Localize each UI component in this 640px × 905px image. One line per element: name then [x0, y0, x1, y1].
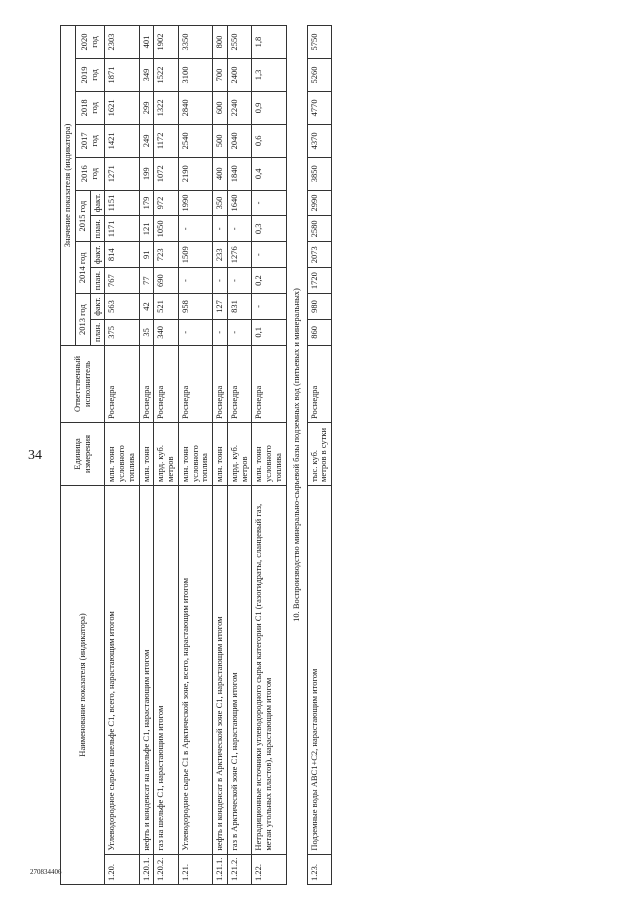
row-value: 1871	[105, 58, 139, 91]
row-value: 814	[105, 242, 139, 268]
row-value: -	[252, 190, 286, 216]
row-value: 91	[139, 242, 154, 268]
row-value: -	[252, 294, 286, 320]
header-fact: факт.	[90, 190, 105, 216]
header-2015: 2015 год	[75, 190, 90, 242]
row-value: 1276	[227, 242, 252, 268]
header-2020: 2020 год	[75, 26, 105, 59]
row-value: 500	[213, 124, 228, 157]
row-name: Углеводородное сырье С1 в Арктической зоне, всего, нарастающим итогом	[178, 485, 212, 854]
row-value: 349	[139, 58, 154, 91]
header-plan: план.	[90, 216, 105, 242]
row-value: 2550	[227, 26, 252, 59]
row-value: 521	[154, 294, 179, 320]
header-2013: 2013 год	[75, 294, 90, 346]
row-value: 1271	[105, 157, 139, 190]
row-value: -	[252, 242, 286, 268]
row-value: 2190	[178, 157, 212, 190]
row-value: 299	[139, 91, 154, 124]
row-code: 1.21.2.	[227, 854, 252, 884]
row-responsible: Роснедра	[154, 345, 179, 422]
row-value: 1990	[178, 190, 212, 216]
row-unit: млн. тонн условного топлива	[252, 422, 286, 485]
row-responsible: Роснедра	[178, 345, 212, 422]
row-value: 3350	[178, 26, 212, 59]
table-container	[60, 25, 332, 885]
row-value: 1720	[307, 267, 332, 293]
header-2016: 2016 год	[75, 157, 105, 190]
row-value: 3850	[307, 157, 332, 190]
row-value: 723	[154, 242, 179, 268]
row-responsible: Роснедра	[227, 345, 252, 422]
row-unit: млн. тонн условного топлива	[105, 422, 139, 485]
table-row	[307, 26, 332, 885]
row-value: 2840	[178, 91, 212, 124]
header-plan: план.	[90, 319, 105, 345]
header-fact: факт.	[90, 294, 105, 320]
row-value: -	[213, 319, 228, 345]
row-value: 0,3	[252, 216, 286, 242]
row-name: нефть и конденсат в Арктической зоне С1, нарастающим итогом	[213, 485, 228, 854]
section-title: 10. Воспроизводство минерально-сырьевой базы подземных вод (питьевых и минеральных)	[286, 26, 307, 885]
row-name: Углеводородное сырье на шельфе С1, всего, нарастающим итогом	[105, 485, 139, 854]
row-value: -	[178, 319, 212, 345]
row-value: -	[227, 216, 252, 242]
row-name: нефть и конденсат на шельфе С1, нарастающим итогом	[139, 485, 154, 854]
row-value: 958	[178, 294, 212, 320]
header-values: Значение показателя (индикатора)	[61, 26, 76, 346]
row-value: 4370	[307, 124, 332, 157]
row-value: 2990	[307, 190, 332, 216]
table-row	[213, 26, 228, 885]
row-value: 400	[213, 157, 228, 190]
row-value: 121	[139, 216, 154, 242]
row-value: 600	[213, 91, 228, 124]
row-value: 2240	[227, 91, 252, 124]
row-value: 375	[105, 319, 139, 345]
row-value: 0,4	[252, 157, 286, 190]
row-code: 1.20.1.	[139, 854, 154, 884]
row-value: -	[178, 216, 212, 242]
row-value: 233	[213, 242, 228, 268]
row-value: 2400	[227, 58, 252, 91]
row-name: газ на шельфе С1, нарастающим итогом	[154, 485, 179, 854]
header-2018: 2018 год	[75, 91, 105, 124]
row-value: 35	[139, 319, 154, 345]
row-value: 179	[139, 190, 154, 216]
row-value: 563	[105, 294, 139, 320]
row-value: 1509	[178, 242, 212, 268]
row-value: 2303	[105, 26, 139, 59]
row-value: 1840	[227, 157, 252, 190]
row-code: 1.20.	[105, 854, 139, 884]
row-value: 1621	[105, 91, 139, 124]
table-row	[227, 26, 252, 885]
row-value: 401	[139, 26, 154, 59]
row-value: 0,6	[252, 124, 286, 157]
header-responsible: Ответственный исполнитель	[61, 345, 105, 422]
row-value: 249	[139, 124, 154, 157]
row-value: 800	[213, 26, 228, 59]
table-row	[178, 26, 212, 885]
table-body	[105, 26, 286, 885]
row-code: 1.23.	[307, 854, 332, 884]
row-value: 127	[213, 294, 228, 320]
table-row	[154, 26, 179, 885]
row-responsible: Роснедра	[307, 345, 332, 422]
row-value: 0,2	[252, 267, 286, 293]
section-body	[286, 26, 307, 885]
header-2014: 2014 год	[75, 242, 90, 294]
header-unit: Единица измерения	[61, 422, 105, 485]
row-value: 972	[154, 190, 179, 216]
row-value: 199	[139, 157, 154, 190]
page-number: 34	[28, 448, 42, 463]
section-row	[286, 26, 307, 885]
row-value: 5750	[307, 26, 332, 59]
row-value: 0,1	[252, 319, 286, 345]
row-value: 42	[139, 294, 154, 320]
row-responsible: Роснедра	[105, 345, 139, 422]
row-value: 1902	[154, 26, 179, 59]
row-responsible: Роснедра	[139, 345, 154, 422]
row-responsible: Роснедра	[213, 345, 228, 422]
row-value: 980	[307, 294, 332, 320]
row-value: 77	[139, 267, 154, 293]
row-value: -	[213, 267, 228, 293]
row-responsible: Роснедра	[252, 345, 286, 422]
row-value: 700	[213, 58, 228, 91]
row-value: 3100	[178, 58, 212, 91]
row-value: 2540	[178, 124, 212, 157]
row-value: 690	[154, 267, 179, 293]
row-unit: млрд. куб. метров	[227, 422, 252, 485]
row-unit: млн. тонн	[139, 422, 154, 485]
row-value: 350	[213, 190, 228, 216]
row-name: Подземные воды АВС1+С2, нарастающим итогом	[307, 485, 332, 854]
row-value: 1171	[105, 216, 139, 242]
indicators-table	[60, 25, 332, 885]
row-value: 1151	[105, 190, 139, 216]
row-value: 2580	[307, 216, 332, 242]
row-value: 1322	[154, 91, 179, 124]
row-unit: тыс. куб. метров в сутки	[307, 422, 332, 485]
row-value: -	[227, 267, 252, 293]
row-value: 340	[154, 319, 179, 345]
row-code: 1.20.2.	[154, 854, 179, 884]
row-value: 1,3	[252, 58, 286, 91]
row-value: 4770	[307, 91, 332, 124]
row-value: -	[178, 267, 212, 293]
row-value: 2040	[227, 124, 252, 157]
table-body-2	[307, 26, 332, 885]
row-value: 1172	[154, 124, 179, 157]
row-unit: млн. тонн	[213, 422, 228, 485]
header-name: Наименование показателя (индикатора)	[61, 485, 105, 884]
row-value: 0,9	[252, 91, 286, 124]
row-value: 1522	[154, 58, 179, 91]
row-value: 1,8	[252, 26, 286, 59]
header-2017: 2017 год	[75, 124, 105, 157]
header-fact: факт.	[90, 242, 105, 268]
row-unit: млрд. куб. метров	[154, 422, 179, 485]
row-code: 1.21.	[178, 854, 212, 884]
table-row	[139, 26, 154, 885]
row-value: 1072	[154, 157, 179, 190]
row-value: 1050	[154, 216, 179, 242]
row-value: -	[227, 319, 252, 345]
row-value: 860	[307, 319, 332, 345]
document-code: 270834406	[30, 868, 62, 876]
row-value: 5260	[307, 58, 332, 91]
row-name: газ в Арктической зоне С1, нарастающим итогом	[227, 485, 252, 854]
row-value: 831	[227, 294, 252, 320]
header-plan: план.	[90, 267, 105, 293]
row-value: 1640	[227, 190, 252, 216]
row-code: 1.22.	[252, 854, 286, 884]
row-value: 1421	[105, 124, 139, 157]
row-unit: млн. тонн условного топлива	[178, 422, 212, 485]
header-2019: 2019 год	[75, 58, 105, 91]
row-value: 2073	[307, 242, 332, 268]
row-name: Нетрадиционные источники углеводородного сырья категории С1 (газогидраты, сланцевый газ, метан угольных пластов), нарастающим итогом	[252, 485, 286, 854]
row-value: 767	[105, 267, 139, 293]
row-code: 1.21.1.	[213, 854, 228, 884]
table-row	[105, 26, 139, 885]
table-row	[252, 26, 286, 885]
row-value: -	[213, 216, 228, 242]
